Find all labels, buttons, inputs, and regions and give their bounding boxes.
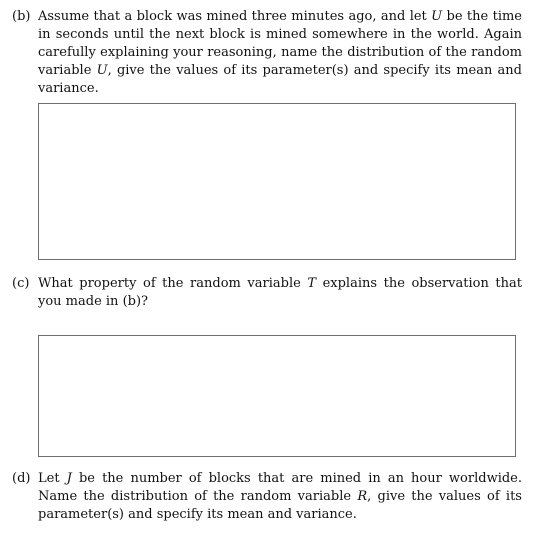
- question-b-label: (b): [12, 9, 31, 24]
- question-d-text-part: , give the values of its parameter(s) and specify its mean and variance.: [38, 489, 522, 522]
- variable-u: U: [431, 9, 443, 24]
- question-d: [12, 470, 522, 524]
- question-d-label: (d): [12, 471, 31, 486]
- question-c-text-part: explains the observation that you made in (b)?: [38, 276, 522, 309]
- question-c-text: [38, 275, 522, 311]
- question-b: [12, 8, 522, 98]
- variable-u: U: [96, 63, 108, 78]
- question-d-text-part: be the number of blocks that are mined in an hour worldwide. Name the distribution of the random variable: [38, 471, 523, 504]
- question-b-text-part: , give the values of its parameter(s) and specify its mean and variance.: [38, 63, 523, 96]
- variable-r: R: [357, 489, 368, 504]
- variable-j: J: [66, 471, 72, 486]
- question-c-text-part: What property of the random variable: [38, 276, 308, 291]
- answer-box-c[interactable]: [38, 335, 516, 457]
- answer-box-b[interactable]: [38, 103, 516, 260]
- question-d-text-part: Let: [38, 471, 67, 486]
- question-c-label: (c): [12, 276, 30, 291]
- question-b-text: [38, 8, 522, 98]
- question-b-text-part: Assume that a block was mined three minutes ago, and let: [38, 9, 432, 24]
- question-b-text-part: be the time in seconds until the next block is mined somewhere in the world. Again carefully explaining your reasoning, name the distribution of the random variable: [38, 9, 522, 78]
- variable-t: T: [307, 276, 317, 291]
- question-c: [12, 275, 522, 311]
- question-d-text: [38, 470, 522, 524]
